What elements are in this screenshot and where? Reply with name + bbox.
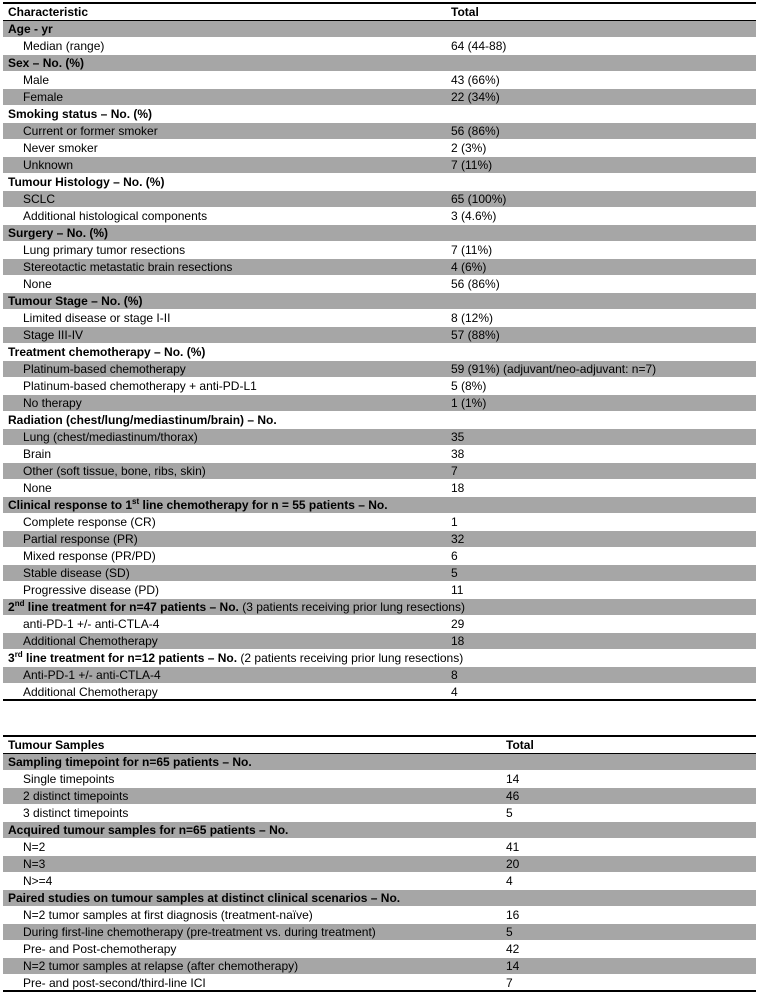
table-row bbox=[3, 191, 756, 208]
table-row bbox=[3, 446, 756, 463]
row-label: Male bbox=[23, 73, 50, 87]
section-label: Sex – No. (%) bbox=[8, 56, 85, 70]
row-value: 5 bbox=[506, 925, 513, 939]
row-label: Additional Chemotherapy bbox=[23, 634, 158, 648]
row-value: 7 bbox=[451, 464, 458, 478]
table-row bbox=[3, 157, 756, 174]
table-header bbox=[3, 735, 756, 754]
table-row bbox=[3, 480, 756, 497]
table-row bbox=[3, 548, 756, 565]
row-label: During first-line chemotherapy (pre-treatment vs. during treatment) bbox=[23, 925, 376, 939]
section-label-part: line treatment for n=12 patients – No. bbox=[22, 651, 238, 665]
table-row bbox=[3, 242, 756, 259]
table-row bbox=[3, 361, 756, 378]
row-value: 6 bbox=[451, 549, 458, 563]
section-label: Treatment chemotherapy – No. (%) bbox=[8, 345, 206, 359]
table-row bbox=[3, 259, 756, 276]
table-row bbox=[3, 684, 756, 701]
section-surgery bbox=[3, 225, 756, 242]
row-value: 22 (34%) bbox=[451, 90, 500, 104]
section-note: (3 patients receiving prior lung resections) bbox=[238, 600, 465, 614]
table-row bbox=[3, 378, 756, 395]
table-row bbox=[3, 531, 756, 548]
row-label: Anti-PD-1 +/- anti-CTLA-4 bbox=[23, 668, 161, 682]
header-total: Total bbox=[451, 5, 479, 19]
row-value: 18 bbox=[451, 634, 465, 648]
superscript: nd bbox=[14, 599, 25, 608]
row-value: 14 bbox=[506, 959, 520, 973]
table-row bbox=[3, 276, 756, 293]
header-samples: Tumour Samples bbox=[8, 738, 105, 752]
table-row bbox=[3, 667, 756, 684]
table-row bbox=[3, 38, 756, 55]
table-row bbox=[3, 958, 756, 975]
tumour-samples-table bbox=[3, 735, 756, 992]
table-row bbox=[3, 633, 756, 650]
section-label bbox=[8, 599, 465, 616]
table-row bbox=[3, 975, 756, 992]
section-note: (2 patients receiving prior lung resections) bbox=[237, 651, 464, 665]
row-value: 5 bbox=[451, 566, 458, 580]
table-row bbox=[3, 873, 756, 890]
row-value: 42 bbox=[506, 942, 520, 956]
section-label-part: line treatment for n=47 patients – No. bbox=[24, 600, 239, 614]
row-value: 65 (100%) bbox=[451, 192, 507, 206]
section-chemotherapy bbox=[3, 344, 756, 361]
row-label: Partial response (PR) bbox=[23, 532, 138, 546]
table-row bbox=[3, 924, 756, 941]
row-label: N=2 tumor samples at first diagnosis (treatment-naïve) bbox=[23, 908, 313, 922]
row-value: 1 (1%) bbox=[451, 396, 487, 410]
table-row bbox=[3, 140, 756, 157]
row-label: Stable disease (SD) bbox=[23, 566, 130, 580]
row-value: 8 bbox=[451, 668, 458, 682]
section-radiation bbox=[3, 412, 756, 429]
row-value: 38 bbox=[451, 447, 465, 461]
table-row bbox=[3, 123, 756, 140]
row-label: Stereotactic metastatic brain resections bbox=[23, 260, 233, 274]
table-row bbox=[3, 72, 756, 89]
section-stage bbox=[3, 293, 756, 310]
row-label: Complete response (CR) bbox=[23, 515, 156, 529]
row-value: 56 (86%) bbox=[451, 124, 500, 138]
row-value: 4 bbox=[451, 685, 458, 699]
section-label: Paired studies on tumour samples at distinct clinical scenarios – No. bbox=[8, 891, 401, 905]
section-label: Acquired tumour samples for n=65 patients – No. bbox=[8, 823, 289, 837]
section-sex bbox=[3, 55, 756, 72]
section-histology bbox=[3, 174, 756, 191]
row-value: 11 bbox=[451, 583, 464, 597]
row-value: 2 (3%) bbox=[451, 141, 487, 155]
section-label: Surgery – No. (%) bbox=[8, 226, 109, 240]
section-paired bbox=[3, 890, 756, 907]
table-header bbox=[3, 2, 756, 21]
row-value: 5 (8%) bbox=[451, 379, 487, 393]
row-label: N=3 bbox=[23, 857, 46, 871]
row-label: Current or former smoker bbox=[23, 124, 158, 138]
row-label: N=2 tumor samples at relapse (after chemotherapy) bbox=[23, 959, 299, 973]
header-characteristic: Characteristic bbox=[8, 5, 89, 19]
row-value: 57 (88%) bbox=[451, 328, 500, 342]
table-row bbox=[3, 208, 756, 225]
row-label: SCLC bbox=[23, 192, 56, 206]
section-label-part: line chemotherapy for n = 55 patients – No. bbox=[139, 498, 388, 512]
section-second-line bbox=[3, 599, 756, 616]
characteristics-table bbox=[3, 2, 756, 701]
row-label: Mixed response (PR/PD) bbox=[23, 549, 156, 563]
row-value: 3 (4.6%) bbox=[451, 209, 497, 223]
row-label: Unknown bbox=[23, 158, 74, 172]
row-label: Stage III-IV bbox=[23, 328, 84, 342]
table-row bbox=[3, 395, 756, 412]
row-value: 59 (91%) (adjuvant/neo-adjuvant: n=7) bbox=[451, 362, 657, 376]
table-row bbox=[3, 463, 756, 480]
table-row bbox=[3, 582, 756, 599]
section-label bbox=[8, 650, 463, 667]
row-label: 2 distinct timepoints bbox=[23, 789, 129, 803]
row-label: N=2 bbox=[23, 840, 46, 854]
table-row bbox=[3, 89, 756, 106]
table-row bbox=[3, 788, 756, 805]
row-value: 64 (44-88) bbox=[451, 39, 507, 53]
table-row bbox=[3, 771, 756, 788]
row-label: 3 distinct timepoints bbox=[23, 806, 129, 820]
section-third-line bbox=[3, 650, 756, 667]
row-label: None bbox=[23, 481, 52, 495]
section-label: Tumour Stage – No. (%) bbox=[8, 294, 143, 308]
row-value: 41 bbox=[506, 840, 520, 854]
section-label-part: Clinical response to 1 bbox=[8, 498, 133, 512]
row-label: Single timepoints bbox=[23, 772, 115, 786]
section-label: Tumour Histology – No. (%) bbox=[8, 175, 165, 189]
section-label: Radiation (chest/lung/mediastinum/brain) – No. bbox=[8, 413, 277, 427]
row-value: 29 bbox=[451, 617, 465, 631]
row-value: 20 bbox=[506, 857, 520, 871]
row-label: N>=4 bbox=[23, 874, 53, 888]
section-label bbox=[8, 497, 388, 514]
row-value: 1 bbox=[451, 515, 458, 529]
row-label: Lung (chest/mediastinum/thorax) bbox=[23, 430, 198, 444]
section-label: Age - yr bbox=[8, 22, 53, 36]
row-value: 4 bbox=[506, 874, 513, 888]
section-acquired bbox=[3, 822, 756, 839]
row-label: Limited disease or stage I-II bbox=[23, 311, 171, 325]
table-row bbox=[3, 856, 756, 873]
table-row bbox=[3, 839, 756, 856]
row-value: 46 bbox=[506, 789, 520, 803]
row-label: Other (soft tissue, bone, ribs, skin) bbox=[23, 464, 206, 478]
superscript: st bbox=[132, 497, 140, 506]
row-label: Median (range) bbox=[23, 39, 105, 53]
row-label: Platinum-based chemotherapy + anti-PD-L1 bbox=[23, 379, 257, 393]
table-row bbox=[3, 429, 756, 446]
row-value: 7 bbox=[506, 976, 513, 990]
row-label: No therapy bbox=[23, 396, 82, 410]
table-row bbox=[3, 805, 756, 822]
header-total: Total bbox=[506, 738, 534, 752]
table-row bbox=[3, 941, 756, 958]
row-label: Lung primary tumor resections bbox=[23, 243, 186, 257]
row-label: Additional Chemotherapy bbox=[23, 685, 158, 699]
row-value: 5 bbox=[506, 806, 513, 820]
row-label: Additional histological components bbox=[23, 209, 208, 223]
section-timepoint bbox=[3, 754, 756, 771]
row-label: Pre- and Post-chemotherapy bbox=[23, 942, 177, 956]
section-label-part: 3 bbox=[8, 651, 15, 665]
row-value: 4 (6%) bbox=[451, 260, 487, 274]
row-label: anti-PD-1 +/- anti-CTLA-4 bbox=[23, 617, 160, 631]
section-label: Smoking status – No. (%) bbox=[8, 107, 153, 121]
section-age bbox=[3, 21, 756, 38]
section-label-part: 2 bbox=[8, 600, 15, 614]
section-smoking bbox=[3, 106, 756, 123]
row-label: Pre- and post-second/third-line ICI bbox=[23, 976, 206, 990]
row-value: 32 bbox=[451, 532, 465, 546]
row-value: 14 bbox=[506, 772, 520, 786]
row-label: Never smoker bbox=[23, 141, 98, 155]
row-value: 8 (12%) bbox=[451, 311, 494, 325]
table-row bbox=[3, 310, 756, 327]
row-value: 16 bbox=[506, 908, 520, 922]
row-value: 7 (11%) bbox=[451, 243, 493, 257]
row-value: 35 bbox=[451, 430, 465, 444]
row-label: Brain bbox=[23, 447, 52, 461]
table-row bbox=[3, 565, 756, 582]
table-row bbox=[3, 514, 756, 531]
row-label: Female bbox=[23, 90, 64, 104]
section-label: Sampling timepoint for n=65 patients – No. bbox=[8, 755, 252, 769]
row-value: 43 (66%) bbox=[451, 73, 500, 87]
row-label: Progressive disease (PD) bbox=[23, 583, 160, 597]
row-value: 18 bbox=[451, 481, 465, 495]
table-row bbox=[3, 327, 756, 344]
table-row bbox=[3, 616, 756, 633]
row-label: Platinum-based chemotherapy bbox=[23, 362, 186, 376]
table-row bbox=[3, 907, 756, 924]
row-value: 7 (11%) bbox=[451, 158, 493, 172]
row-label: None bbox=[23, 277, 52, 291]
section-response bbox=[3, 497, 756, 514]
row-value: 56 (86%) bbox=[451, 277, 500, 291]
superscript: rd bbox=[14, 650, 23, 659]
